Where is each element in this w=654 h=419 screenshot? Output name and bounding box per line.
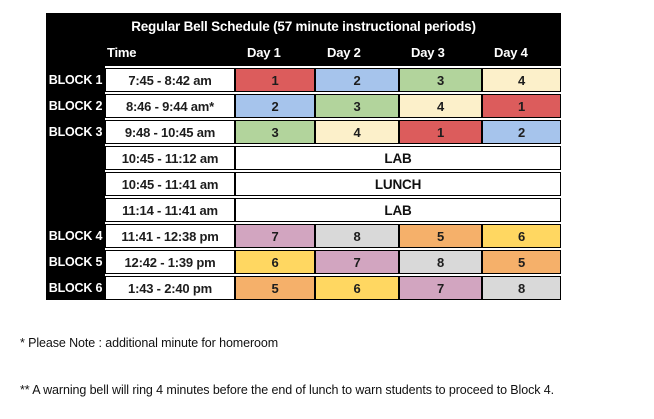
period-cell: 7: [315, 250, 399, 274]
period-cell: 8: [315, 224, 399, 248]
period-cell: 6: [235, 250, 315, 274]
lab-cell: LAB: [235, 146, 561, 170]
period-cell: 5: [482, 250, 561, 274]
period-cell: 4: [315, 120, 399, 144]
time-cell: 12:42 - 1:39 pm: [105, 250, 235, 274]
time-cell: 11:41 - 12:38 pm: [105, 224, 235, 248]
period-cell: 3: [315, 94, 399, 118]
table-row-block6: [46, 276, 561, 300]
lunch-cell: LUNCH: [235, 172, 561, 196]
col-header-day2: Day 2: [327, 45, 361, 60]
time-cell: 8:46 - 9:44 am*: [105, 94, 235, 118]
period-cell: 4: [399, 94, 482, 118]
table-row-block4: [46, 224, 561, 248]
col-header-day3: Day 3: [411, 45, 445, 60]
footnote-homeroom: * Please Note : additional minute for homeroom: [20, 336, 279, 350]
period-cell: 7: [235, 224, 315, 248]
block-label: [46, 172, 105, 196]
period-cell: 6: [315, 276, 399, 300]
time-cell: 10:45 - 11:12 am: [105, 146, 235, 170]
table-row-lab2: [46, 198, 561, 222]
table-row-lunch: [46, 172, 561, 196]
block-label: BLOCK 6: [48, 281, 103, 295]
period-cell: 5: [399, 224, 482, 248]
time-cell: 11:14 - 11:41 am: [105, 198, 235, 222]
block-label: BLOCK 5: [48, 255, 103, 269]
period-cell: 8: [399, 250, 482, 274]
block-label: [46, 146, 105, 170]
period-cell: 8: [482, 276, 561, 300]
period-cell: 4: [482, 68, 561, 92]
period-cell: 7: [399, 276, 482, 300]
period-cell: 3: [399, 68, 482, 92]
lab-cell: LAB: [235, 198, 561, 222]
block-label: [46, 198, 105, 222]
footnote-lunch-warning: ** A warning bell will ring 4 minutes before the end of lunch to warn students to proceed to Block 4.: [20, 383, 554, 397]
block-label: BLOCK 4: [48, 229, 103, 243]
table-row-block3: [46, 120, 561, 144]
col-header-time: Time: [107, 45, 137, 60]
time-cell: 7:45 - 8:42 am: [105, 68, 235, 92]
period-cell: 6: [482, 224, 561, 248]
period-cell: 2: [315, 68, 399, 92]
table-row-block2: [46, 94, 561, 118]
col-header-day4: Day 4: [494, 45, 528, 60]
bell-schedule-table: [46, 13, 561, 300]
table-row-block5: [46, 250, 561, 274]
period-cell: 2: [482, 120, 561, 144]
col-header-day1: Day 1: [247, 45, 281, 60]
period-cell: 2: [235, 94, 315, 118]
table-title: Regular Bell Schedule (57 minute instructional periods): [46, 13, 561, 39]
block-label: BLOCK 1: [48, 73, 103, 87]
time-cell: 9:48 - 10:45 am: [105, 120, 235, 144]
period-cell: 1: [399, 120, 482, 144]
block-label: BLOCK 3: [48, 125, 103, 139]
time-cell: 1:43 - 2:40 pm: [105, 276, 235, 300]
block-label: BLOCK 2: [48, 99, 103, 113]
time-cell: 10:45 - 11:41 am: [105, 172, 235, 196]
period-cell: 1: [235, 68, 315, 92]
period-cell: 1: [482, 94, 561, 118]
period-cell: 5: [235, 276, 315, 300]
period-cell: 3: [235, 120, 315, 144]
table-row-lab1: [46, 146, 561, 170]
table-header-row: [46, 39, 561, 66]
table-row-block1: [46, 68, 561, 92]
